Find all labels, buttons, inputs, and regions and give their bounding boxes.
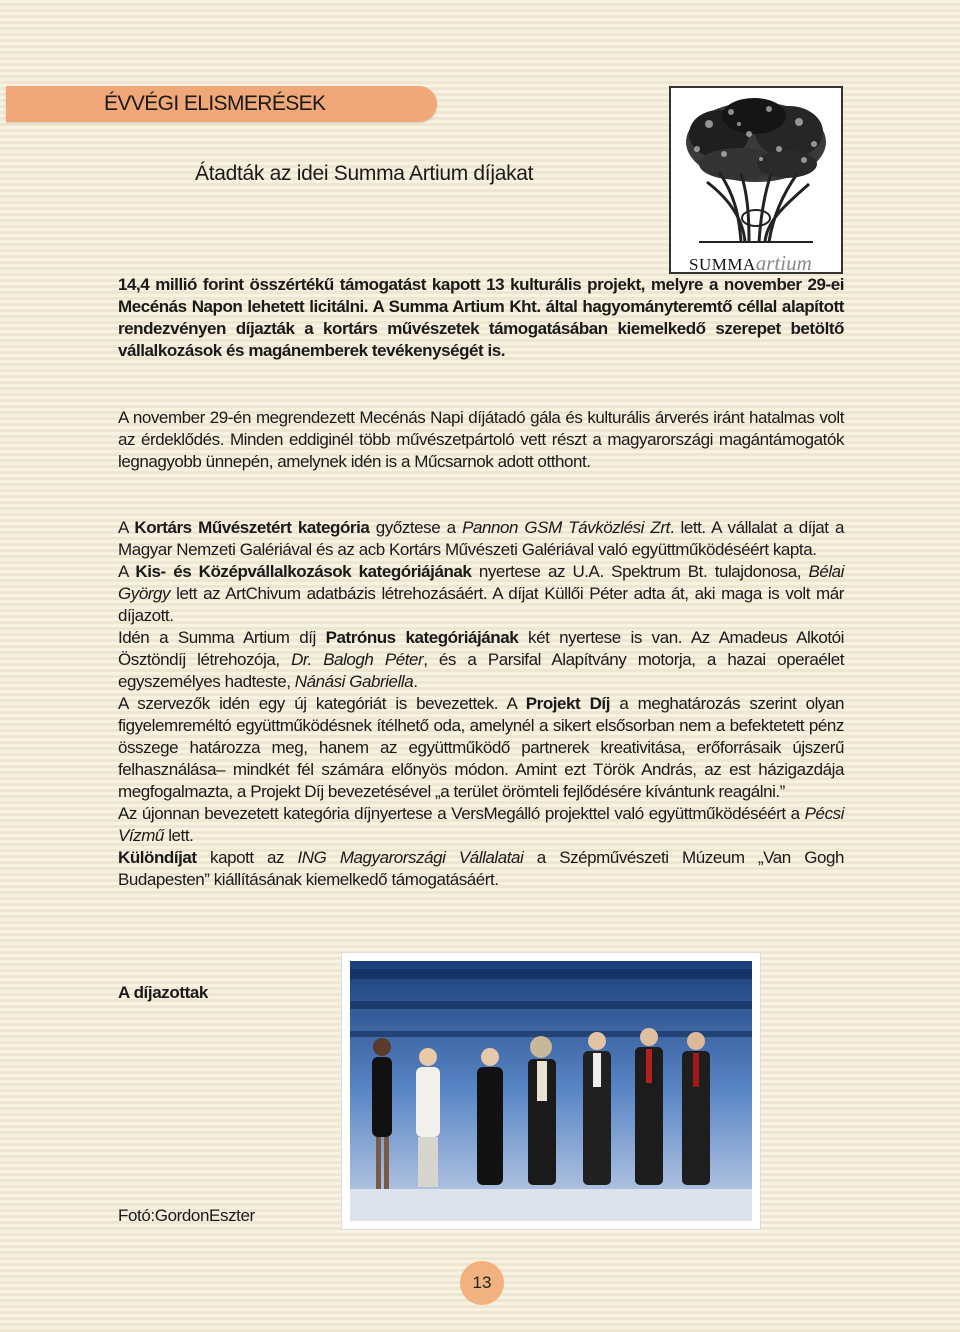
page-number-badge: 13 <box>460 1261 504 1305</box>
paragraph-6: Az újonnan bevezetett kategória díjnyertese a VersMegálló projekttel való együttműködéséért a Pécsi Vízmű lett. <box>118 804 844 845</box>
tree-icon <box>679 94 833 246</box>
paragraph-5: A szervezők idén egy új kategóriát is bevezettek. A Projekt Díj a meghatározás szerint olyan figyelemreméltó együttműködésnek ítélhető oda, amelynél a sikert elsősorban nem a befektetett pénz összege határozza meg, hanem az együttműködő partnerek kreativitása, erőforrásaik újszerű felhasználása– mindkét fél számára előnyös módon. Amint ezt Török András, az est házigazdája megfogalmazta, a Projekt Díj bevezetésével „a terület örömteli fejlődésére kívántunk reagálni.” <box>118 694 844 801</box>
photo-caption: A díjazottak <box>118 983 208 1002</box>
photo-image <box>350 961 752 1221</box>
paragraph-4: Idén a Summa Artium díj Patrónus kategóriájának két nyertese is van. Az Amadeus Alkotói Ösztöndíj létrehozója, Dr. Balogh Péter, és a Parsifal Alapítvány motorja, a hazai operaélet egyszemélyes hadteste, Nánási Gabriella. <box>118 628 845 691</box>
article-body <box>118 517 844 891</box>
lead-paragraph: 14,4 millió forint összértékű támogatást kapott 13 kulturális projekt, melyre a november 29-ei Mecénás Napon lehetett licitálni. A Summa Artium Kht. által hagyományteremtő céllal alapított rendezvényen díjazták a kortárs művészetek támogatásában kiemelkedő szerepet betöltő vállalkozások és magánemberek tevékenységét is. <box>118 275 844 360</box>
section-title: ÉVVÉGI ELISMERÉSEK <box>104 92 326 115</box>
award-winners-photo <box>342 953 760 1229</box>
logo-wordmark: SUMMAartium <box>689 251 812 275</box>
article-headline: Átadták az idei Summa Artium díjakat <box>195 162 534 185</box>
section-tab <box>6 86 437 122</box>
paragraph-2: A Kortárs Művészetért kategória győztese a Pannon GSM Távközlési Zrt. lett. A vállalat a díjat a Magyar Nemzeti Galériával és az acb Kortárs Művészeti Galériával való együttműködéséért kapta. <box>118 518 844 559</box>
summa-artium-logo <box>669 86 843 274</box>
paragraph-3: A Kis- és Középvállalkozások kategóriájának nyertese az U.A. Spektrum Bt. tulajdonosa, Bélai György lett az ArtChivum adatbázis létrehozásáért. A díjat Küllői Péter adta át, aki maga is volt már díjazott. <box>118 562 844 625</box>
paragraph-1: A november 29-én megrendezett Mecénás Napi díjátadó gála és kulturális árverés iránt hatalmas volt az érdeklődés. Minden eddiginél több művészetpártoló vett részt a magyarországi magántámogatók legnagyobb ünnepén, amelynek idén is a Műcsarnok adott otthont. <box>118 408 844 471</box>
photo-credit: Fotó:GordonEszter <box>118 1206 255 1225</box>
paragraph-7: Különdíjat kapott az ING Magyarországi Vállalatai a Szépművészeti Múzeum „Van Gogh Budapesten” kiállításának kiemelkedő támogatásáért. <box>118 848 845 889</box>
